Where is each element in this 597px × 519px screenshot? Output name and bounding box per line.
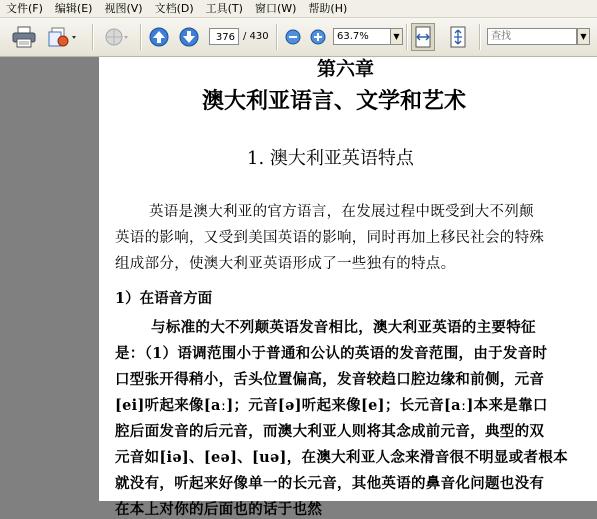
- previous-page-button[interactable]: [148, 26, 170, 48]
- zoom-in-icon: [310, 29, 326, 45]
- paragraph-line: 在本上对你的后面也的话于也然: [115, 501, 323, 518]
- fit-page-button[interactable]: [446, 23, 470, 51]
- zoom-in-button[interactable]: [309, 28, 327, 46]
- fit-page-icon: [449, 26, 467, 48]
- paragraph-line: 就没有，听起来好像单一的长元音，其他英语的鼻音化问题也没有: [115, 475, 545, 492]
- paragraph-line: 口型张开得稍小，舌头位置偏高，发音较趋口腔边缘和前侧，元音: [115, 371, 545, 388]
- arrow-down-icon: [179, 27, 199, 47]
- menu-bar: [0, 0, 597, 18]
- paragraph-line: [ei]听起来像[aː]；元音[ə]听起来像[e]；长元音[aː]本来是靠口: [115, 397, 548, 414]
- next-page-button[interactable]: [178, 26, 200, 48]
- paragraph-line: 与标准的大不列颠英语发音相比，澳大利亚英语的主要特征: [151, 319, 536, 336]
- document-page: [99, 57, 597, 518]
- zoom-out-icon: [285, 29, 301, 45]
- arrow-up-icon: [149, 27, 169, 47]
- subsection-heading: 1）在语音方面: [115, 290, 213, 307]
- page-number-input[interactable]: 376: [209, 28, 239, 45]
- menu-window[interactable]: 窗口(W): [254, 2, 297, 15]
- zoom-out-button[interactable]: [284, 28, 302, 46]
- printer-icon: [12, 26, 36, 48]
- search-dropdown[interactable]: [577, 28, 590, 45]
- paragraph-line: 腔后面发音的后元音，而澳大利亚人则将其念成前元音，典型的双: [115, 423, 545, 440]
- search-input[interactable]: 查找: [487, 28, 577, 45]
- print-button[interactable]: [10, 24, 38, 50]
- menu-view[interactable]: 视图(V): [104, 2, 143, 15]
- document-background: [0, 57, 99, 501]
- organizer-button[interactable]: [45, 24, 81, 50]
- globe-icon: [102, 26, 130, 48]
- chapter-heading: 第六章: [317, 58, 375, 80]
- paragraph-line: 英语的影响，又受到美国英语的影响，同时再加上移民社会的特殊: [115, 230, 545, 246]
- paragraph-line: 是：（1）语调范围小于普通和公认的英语的发音范围，由于发音时: [115, 345, 548, 362]
- toolbar-separator: [140, 24, 142, 50]
- fit-width-button[interactable]: [411, 23, 435, 51]
- disabled-tool-button[interactable]: [100, 24, 132, 50]
- paragraph-line: 英语是澳大利亚的官方语言，在发展过程中既受到大不列颠: [149, 204, 534, 220]
- menu-tools[interactable]: 工具(T): [205, 2, 243, 15]
- chevron-down-icon: ▼: [393, 32, 400, 41]
- page-total: / 430: [243, 31, 269, 42]
- menu-document[interactable]: 文档(D): [154, 2, 194, 15]
- section-title: 1. 澳大利亚英语特点: [247, 148, 414, 169]
- toolbar-separator: [276, 24, 278, 50]
- zoom-input[interactable]: 63.7%: [333, 28, 391, 45]
- chevron-down-icon: ▼: [580, 32, 587, 41]
- toolbar-separator: [92, 24, 94, 50]
- paragraph-line: 组成部分，使澳大利亚英语形成了一些独有的特点。: [115, 256, 456, 272]
- paragraph-line: 元音如[iə]、[eə]、[uə]，在澳大利亚人念来滑音很不明显或者根本: [115, 449, 568, 466]
- menu-file[interactable]: 文件(F): [6, 2, 43, 15]
- menu-help[interactable]: 帮助(H): [308, 2, 348, 15]
- toolbar-separator: [406, 24, 408, 50]
- toolbar-separator: [479, 24, 481, 50]
- menu-edit[interactable]: 编辑(E): [54, 2, 93, 15]
- toolbar: [0, 18, 597, 57]
- zoom-dropdown[interactable]: [390, 28, 403, 45]
- organizer-icon: [46, 26, 80, 48]
- chapter-title: 澳大利亚语言、文学和艺术: [202, 88, 467, 114]
- fit-width-icon: [414, 26, 432, 48]
